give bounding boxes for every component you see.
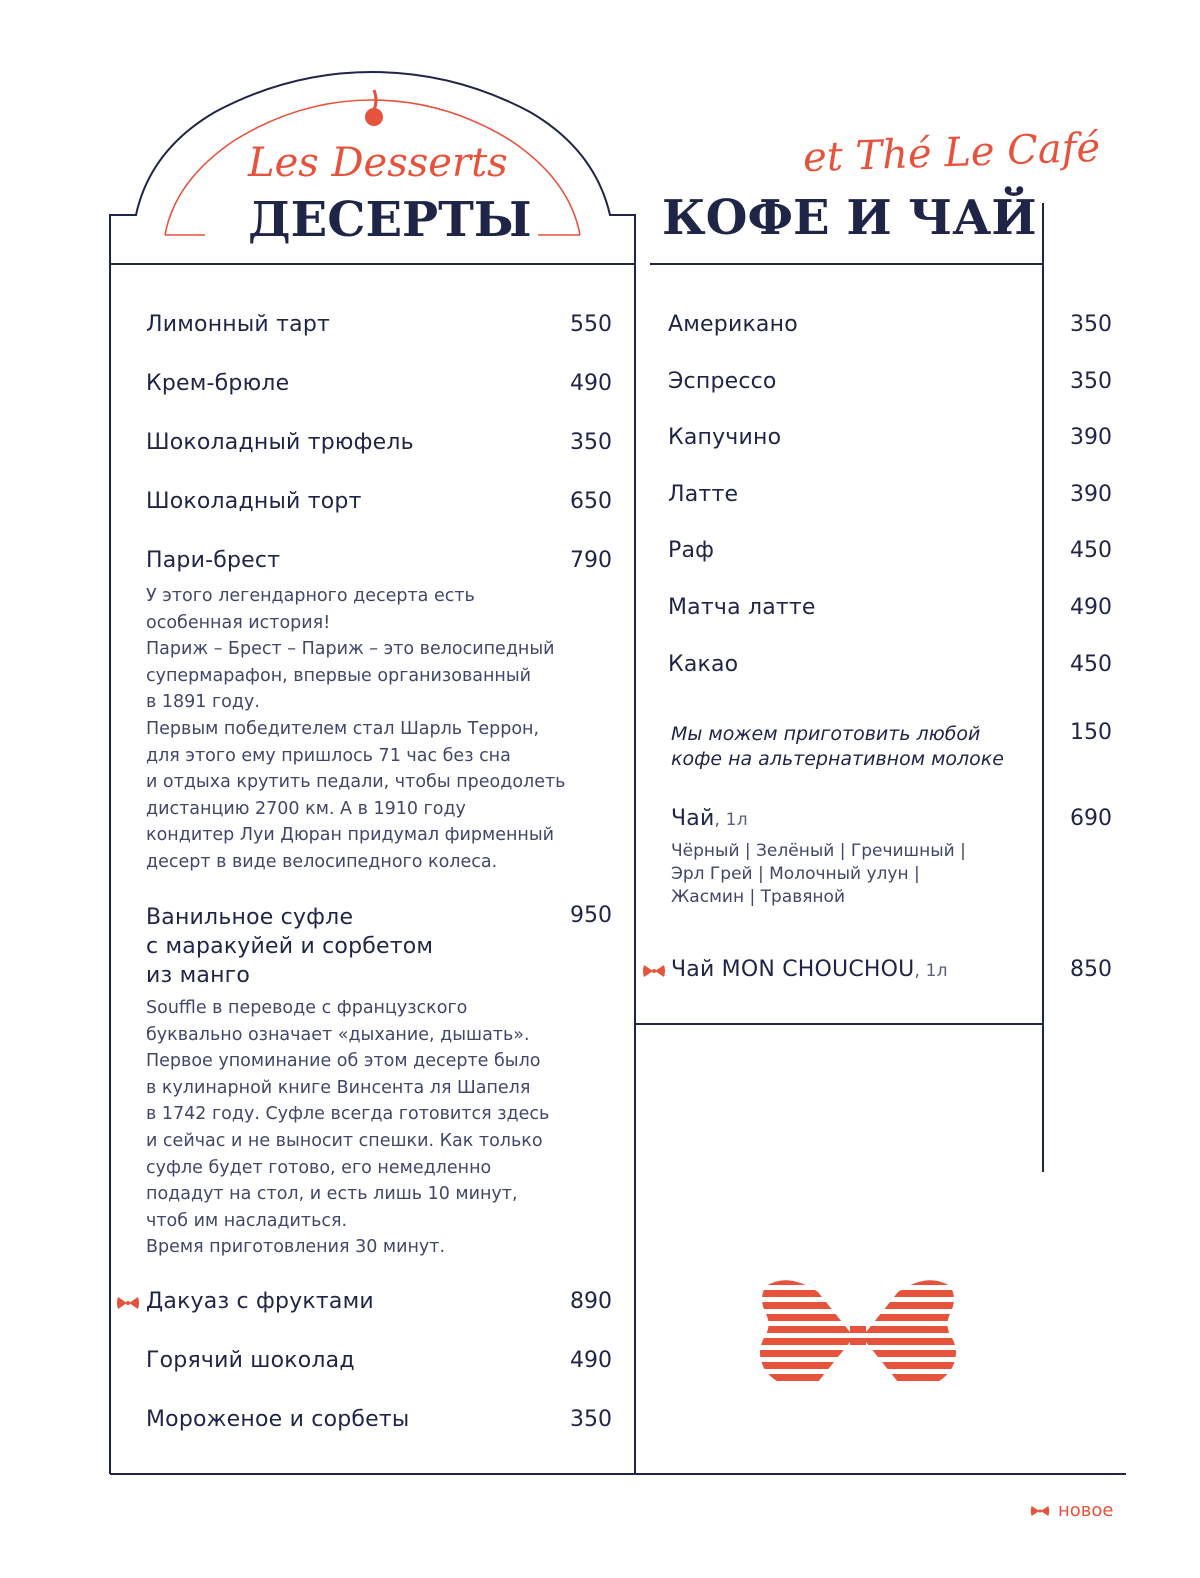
- dessert-price: 950: [570, 903, 612, 928]
- dessert-price: 490: [570, 371, 612, 396]
- desserts-title: ДЕСЕРТЫ: [248, 192, 532, 248]
- bow-icon: [1030, 1505, 1050, 1517]
- dessert-name: Лимонный тарт: [146, 312, 331, 337]
- tea-special-name: Чай MON CHOUCHOU, 1л: [671, 957, 948, 982]
- coffee-name: Латте: [668, 482, 739, 507]
- coffee-name: Американо: [668, 312, 798, 337]
- dessert-price: 350: [570, 430, 612, 455]
- coffee-price: 350: [1070, 369, 1112, 394]
- dessert-price: 550: [570, 312, 612, 337]
- tea-special-price: 850: [1070, 957, 1112, 982]
- dessert-price: 890: [570, 1289, 612, 1314]
- coffee-title: КОФЕ И ЧАЙ: [662, 190, 1037, 246]
- dessert-price: 350: [570, 1407, 612, 1432]
- dessert-description: У этого легендарного десерта есть особенная история! Париж – Брест – Париж – это велосипедный супермарафон, впервые организованный в 1891 году. Первым победителем стал Шарль Террон, для этого ему пришлось 71 час без сна и отдыха крутить педали, чтобы преодолеть дистанцию 2700 км. А в 1910 году кондитер Луи Дюран придумал фирменный десерт в виде велосипедного колеса.: [146, 586, 566, 872]
- tea-name: Чай, 1л: [671, 806, 748, 831]
- bow-icon: [642, 964, 666, 978]
- dessert-name: Дакуаз с фруктами: [146, 1289, 374, 1314]
- bow-icon: [116, 1296, 140, 1310]
- legend-new-label: новое: [1058, 1500, 1114, 1521]
- coffee-name: Раф: [668, 538, 715, 563]
- dessert-price: 650: [570, 489, 612, 514]
- desserts-script-title: Les Desserts: [248, 140, 508, 186]
- coffee-price: 450: [1070, 538, 1112, 563]
- dessert-price: 490: [570, 1348, 612, 1373]
- coffee-name: Капучино: [668, 425, 782, 450]
- bow-logo-icon: [758, 1278, 958, 1396]
- coffee-price: 390: [1070, 482, 1112, 507]
- dessert-name: Шоколадный торт: [146, 489, 362, 514]
- coffee-price: 450: [1070, 652, 1112, 677]
- dessert-name: Крем-брюле: [146, 371, 290, 396]
- dessert-name: Пари-брест: [146, 548, 281, 573]
- dessert-price: 790: [570, 548, 612, 573]
- coffee-price: 490: [1070, 595, 1112, 620]
- dessert-name: Горячий шоколад: [146, 1348, 355, 1373]
- coffee-script-title: et Thé Le Café: [802, 124, 1101, 182]
- tea-price: 690: [1070, 806, 1112, 831]
- coffee-price: 350: [1070, 312, 1112, 337]
- dessert-name: Ванильное суфле с маракуйей и сорбетом из манго: [146, 905, 434, 988]
- cherry-icon: [365, 90, 383, 126]
- coffee-price: 390: [1070, 425, 1112, 450]
- coffee-name: Матча латте: [668, 595, 816, 620]
- coffee-name: Эспрессо: [668, 369, 777, 394]
- coffee-name: Какао: [668, 652, 739, 677]
- alt-milk-price: 150: [1070, 720, 1112, 745]
- tea-varieties: Чёрный | Зелёный | Гречишный | Эрл Грей | Молочный улун | Жасмин | Травяной: [671, 841, 966, 907]
- dessert-name: Мороженое и сорбеты: [146, 1407, 410, 1432]
- alt-milk-note: Мы можем приготовить любой кофе на альтернативном молоке: [671, 723, 1004, 770]
- dessert-description: Souffle в переводе с французского буквально означает «дыхание, дышать». Первое упоминание об этом десерте было в кулинарной книге Винсента ля Шапеля в 1742 году. Суфле всегда готовится здесь и сейчас и не выносит спешки. Как только суфле будет готово, его немедленно подадут на стол, и есть лишь 10 минут, чтоб им насладиться. Время приготовления 30 минут.: [146, 998, 550, 1258]
- dessert-name: Шоколадный трюфель: [146, 430, 414, 455]
